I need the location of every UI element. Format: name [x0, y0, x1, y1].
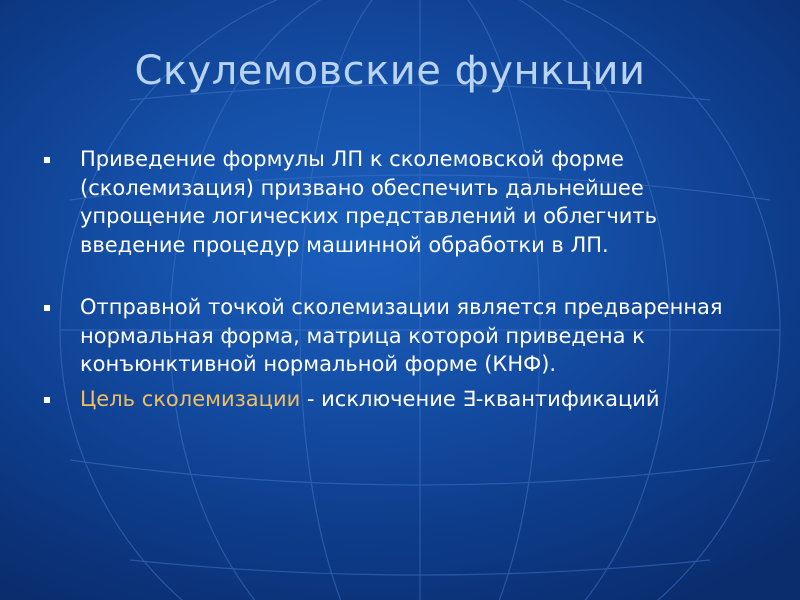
bullet-item — [42, 293, 762, 379]
bullet-highlight-text: Цель сколемизации — [80, 386, 301, 411]
bullet-list — [42, 145, 762, 413]
square-bullet-icon — [44, 305, 50, 311]
square-bullet-icon — [44, 397, 50, 403]
square-bullet-icon — [44, 157, 50, 163]
bullet-text: Приведение формулы ЛП к сколемовской форме (сколемизация) призвано обеспечить дальнейшее упрощение логических представлений и облегчить введение процедур машинной обработки в ЛП. — [80, 147, 657, 257]
slide-title: Скулемовские функции — [134, 48, 646, 94]
bullet-text: Отправной точкой сколемизации является предваренная нормальная форма, матрица которой приведена к конъюнктивной нормальной форме (КНФ). — [80, 295, 723, 376]
bullet-item — [42, 145, 762, 259]
bullet-item — [42, 385, 762, 414]
bullet-text: - исключение ∃-квантификаций — [300, 386, 660, 411]
